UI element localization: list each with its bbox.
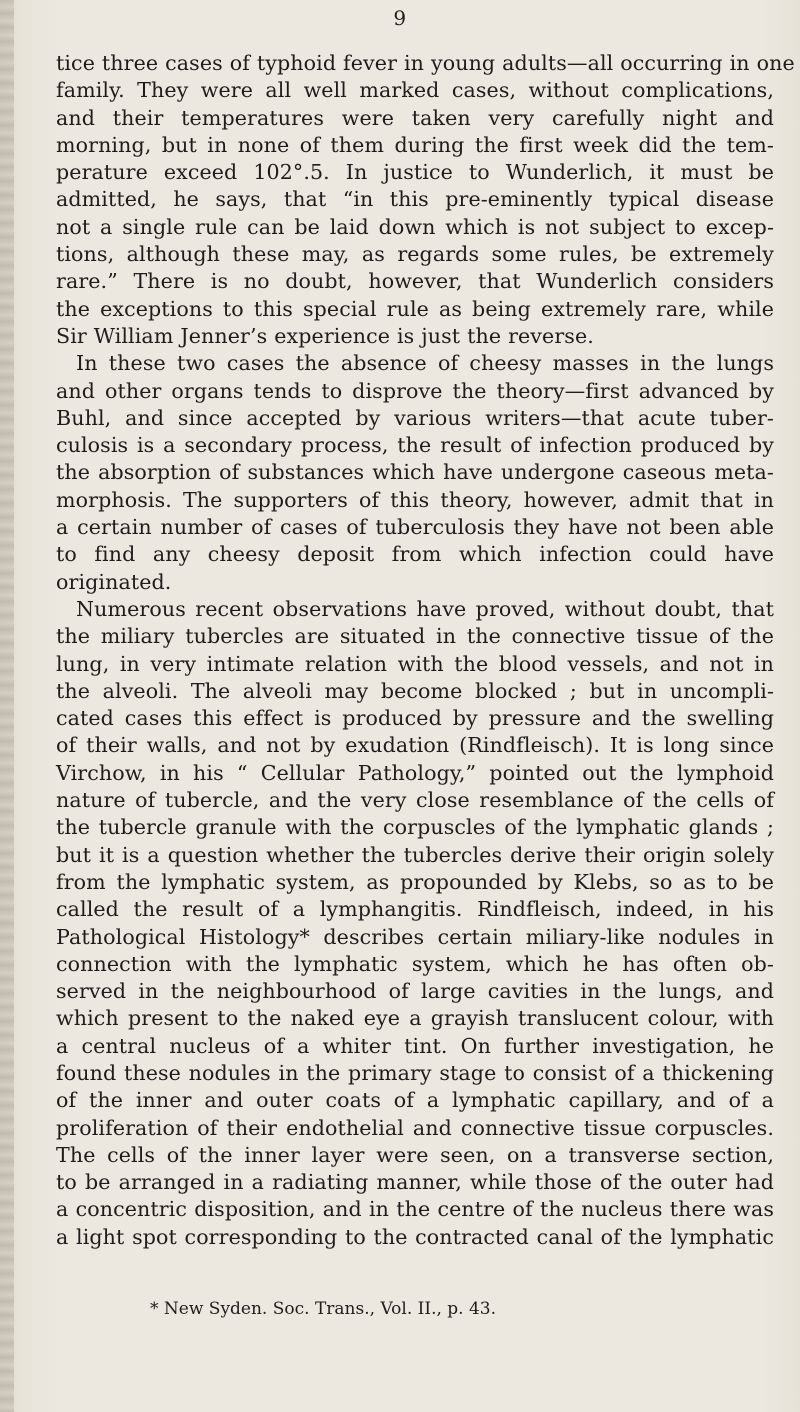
text-line: which present to the naked eye a grayish translucent colour, with (56, 1006, 774, 1031)
text-line: of the inner and outer coats of a lymphatic capillary, and of a (56, 1088, 774, 1113)
text-line: the tubercle granule with the corpuscles of the lymphatic glands ; (56, 815, 774, 840)
text-line: a central nucleus of a whiter tint. On further investigation, he (56, 1033, 774, 1058)
text-line: Virchow, in his “ Cellular Pathology,” pointed out the lymphoid (56, 760, 774, 785)
text-line: from the lymphatic system, as propounded by Klebs, so as to be (56, 869, 774, 894)
text-line: the alveoli. The alveoli may become blocked ; but in uncompli- (56, 678, 774, 703)
text-line: the miliary tubercles are situated in the connective tissue of the (56, 624, 774, 649)
text-line: nature of tubercle, and the very close resemblance of the cells of (56, 788, 774, 813)
text-line: served in the neighbourhood of large cavities in the lungs, and (56, 979, 774, 1004)
text-line: morphosis. The supporters of this theory, however, admit that in (56, 487, 774, 512)
text-line: called the result of a lymphangitis. Rindfleisch, indeed, in his (56, 897, 774, 922)
text-line: admitted, he says, that “in this pre-eminently typical disease (56, 187, 774, 212)
page-number: 9 (393, 6, 407, 30)
text-line: the exceptions to this special rule as being extremely rare, while (56, 296, 774, 321)
text-line: and their temperatures were taken very carefully night and (56, 105, 774, 130)
text-line: of their walls, and not by exudation (Rindfleisch). It is long since (56, 733, 774, 758)
text-line: to be arranged in a radiating manner, while those of the outer had (56, 1170, 774, 1195)
text-line: Pathological Histology* describes certain miliary-like nodules in (56, 924, 774, 949)
text-line: family. They were all well marked cases, without complications, (56, 78, 774, 103)
text-line: a light spot corresponding to the contracted canal of the lymphatic (56, 1224, 774, 1249)
text-line: proliferation of their endothelial and connective tissue corpuscles. (56, 1115, 774, 1140)
page-binding-edge (0, 0, 14, 1412)
text-line: the absorption of substances which have undergone caseous meta- (56, 460, 774, 485)
text-line: originated. (56, 569, 172, 594)
text-line: morning, but in none of them during the first week did the tem- (56, 132, 774, 157)
text-line: The cells of the inner layer were seen, on a transverse section, (56, 1142, 774, 1167)
text-line: found these nodules in the primary stage to consist of a thickening (56, 1060, 774, 1085)
text-line: cated cases this effect is produced by pressure and the swelling (56, 706, 774, 731)
footnote: * New Syden. Soc. Trans., Vol. II., p. 43. (150, 1299, 497, 1319)
text-line: rare.” There is no doubt, however, that Wunderlich considers (56, 269, 774, 294)
text-line: to find any cheesy deposit from which infection could have (56, 542, 774, 567)
text-line: tice three cases of typhoid fever in young adults—all occurring in one (56, 51, 795, 75)
text-line: not a single rule can be laid down which is not subject to excep- (56, 214, 774, 239)
text-line: connection with the lymphatic system, which he has often ob- (56, 951, 774, 976)
text-line: perature exceed 102°.5. In justice to Wunderlich, it must be (56, 160, 774, 185)
text-line: a concentric disposition, and in the centre of the nucleus there was (56, 1197, 774, 1222)
text-line: Numerous recent observations have proved, without doubt, that (76, 596, 774, 621)
text-line: lung, in very intimate relation with the blood vessels, and not in (56, 651, 774, 676)
text-line: Sir William Jenner’s experience is just the reverse. (56, 323, 594, 348)
text-line: In these two cases the absence of cheesy masses in the lungs (76, 351, 774, 376)
text-line: tions, although these may, as regards some rules, be extremely (56, 242, 774, 267)
text-line: Buhl, and since accepted by various writers—that acute tuber- (56, 405, 774, 430)
text-line: but it is a question whether the tubercles derive their origin solely (56, 842, 774, 867)
text-line: culosis is a secondary process, the result of infection produced by (56, 433, 774, 458)
text-line: a certain number of cases of tuberculosis they have not been able (56, 515, 774, 540)
text-line: and other organs tends to disprove the theory—first advanced by (56, 378, 774, 403)
body-text (56, 50, 795, 1251)
